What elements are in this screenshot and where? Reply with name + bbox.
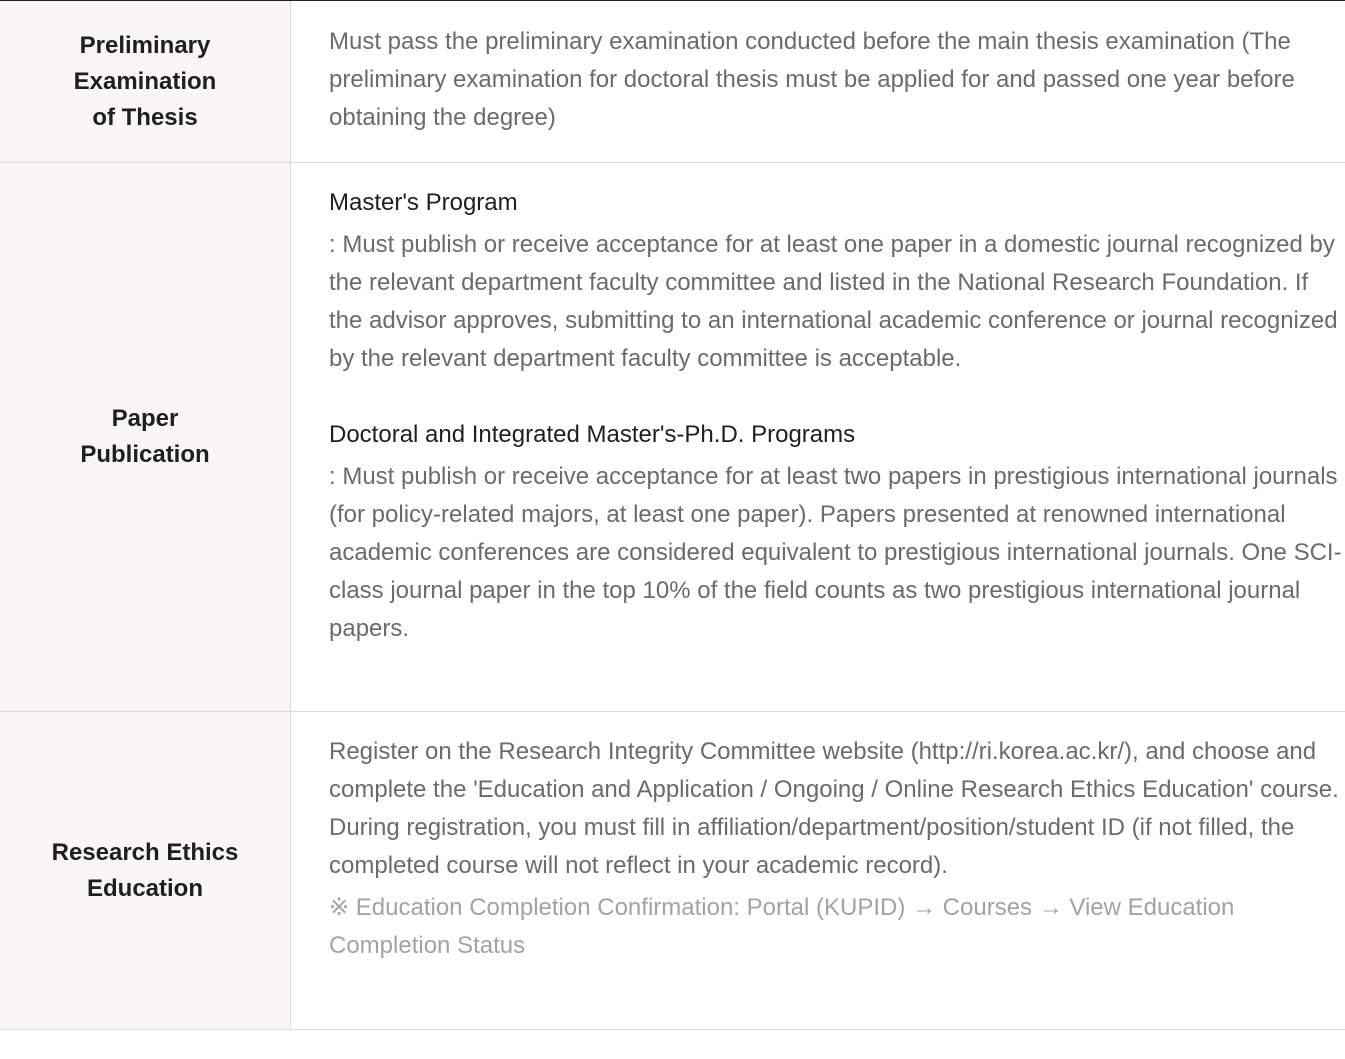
table-row-paper-publication	[0, 163, 1345, 712]
preliminary-examination-text: Must pass the preliminary examination conducted before the main thesis examination (The preliminary examination for doctoral thesis must be applied for and passed one year before obtaining the degree)	[329, 28, 1295, 131]
row-header-cell	[0, 712, 291, 1029]
row-content-cell	[291, 163, 1345, 711]
masters-program-text: : Must publish or receive acceptance for at least one paper in a domestic journal recognized by the relevant department faculty committee and listed in the National Research Foundation. If the advisor approves, submitting to an international academic conference or journal recognized by the relevant department faculty committee is acceptable.	[329, 231, 1338, 372]
table-row-preliminary-examination	[0, 1, 1345, 163]
row-content-cell	[291, 712, 1345, 1029]
row-header-label: Paper Publication	[80, 405, 210, 468]
doctoral-program-text: : Must publish or receive acceptance for at least two papers in prestigious international journals (for policy-related majors, at least one paper). Papers presented at renowned international academic conferences are considered equivalent to prestigious international journals. One SCI-class journal paper in the top 10% of the field counts as two prestigious international journal papers.	[329, 463, 1342, 642]
section-spacer	[329, 378, 1345, 416]
row-header-label: Preliminary Examination of Thesis	[73, 31, 217, 131]
doctoral-program-title: Doctoral and Integrated Master's-Ph.D. Programs	[329, 421, 856, 448]
masters-program-title: Master's Program	[329, 189, 518, 216]
row-header-label: Research Ethics Education	[51, 838, 239, 902]
completion-confirmation-note: ※ Education Completion Confirmation: Portal (KUPID) → Courses → View Education Completion Status	[329, 894, 1235, 959]
row-header-cell	[0, 1, 291, 162]
research-ethics-text: Register on the Research Integrity Committee website (http://ri.korea.ac.kr/), and choose and complete the 'Education and Application / Ongoing / Online Research Ethics Education' course. During registration, you must fill in affiliation/department/position/student ID (if not filled, the completed course will not reflect in your academic record).	[329, 738, 1339, 879]
row-header-cell	[0, 163, 291, 711]
row-content-cell	[291, 1, 1345, 162]
table-row-research-ethics-education	[0, 712, 1345, 1030]
